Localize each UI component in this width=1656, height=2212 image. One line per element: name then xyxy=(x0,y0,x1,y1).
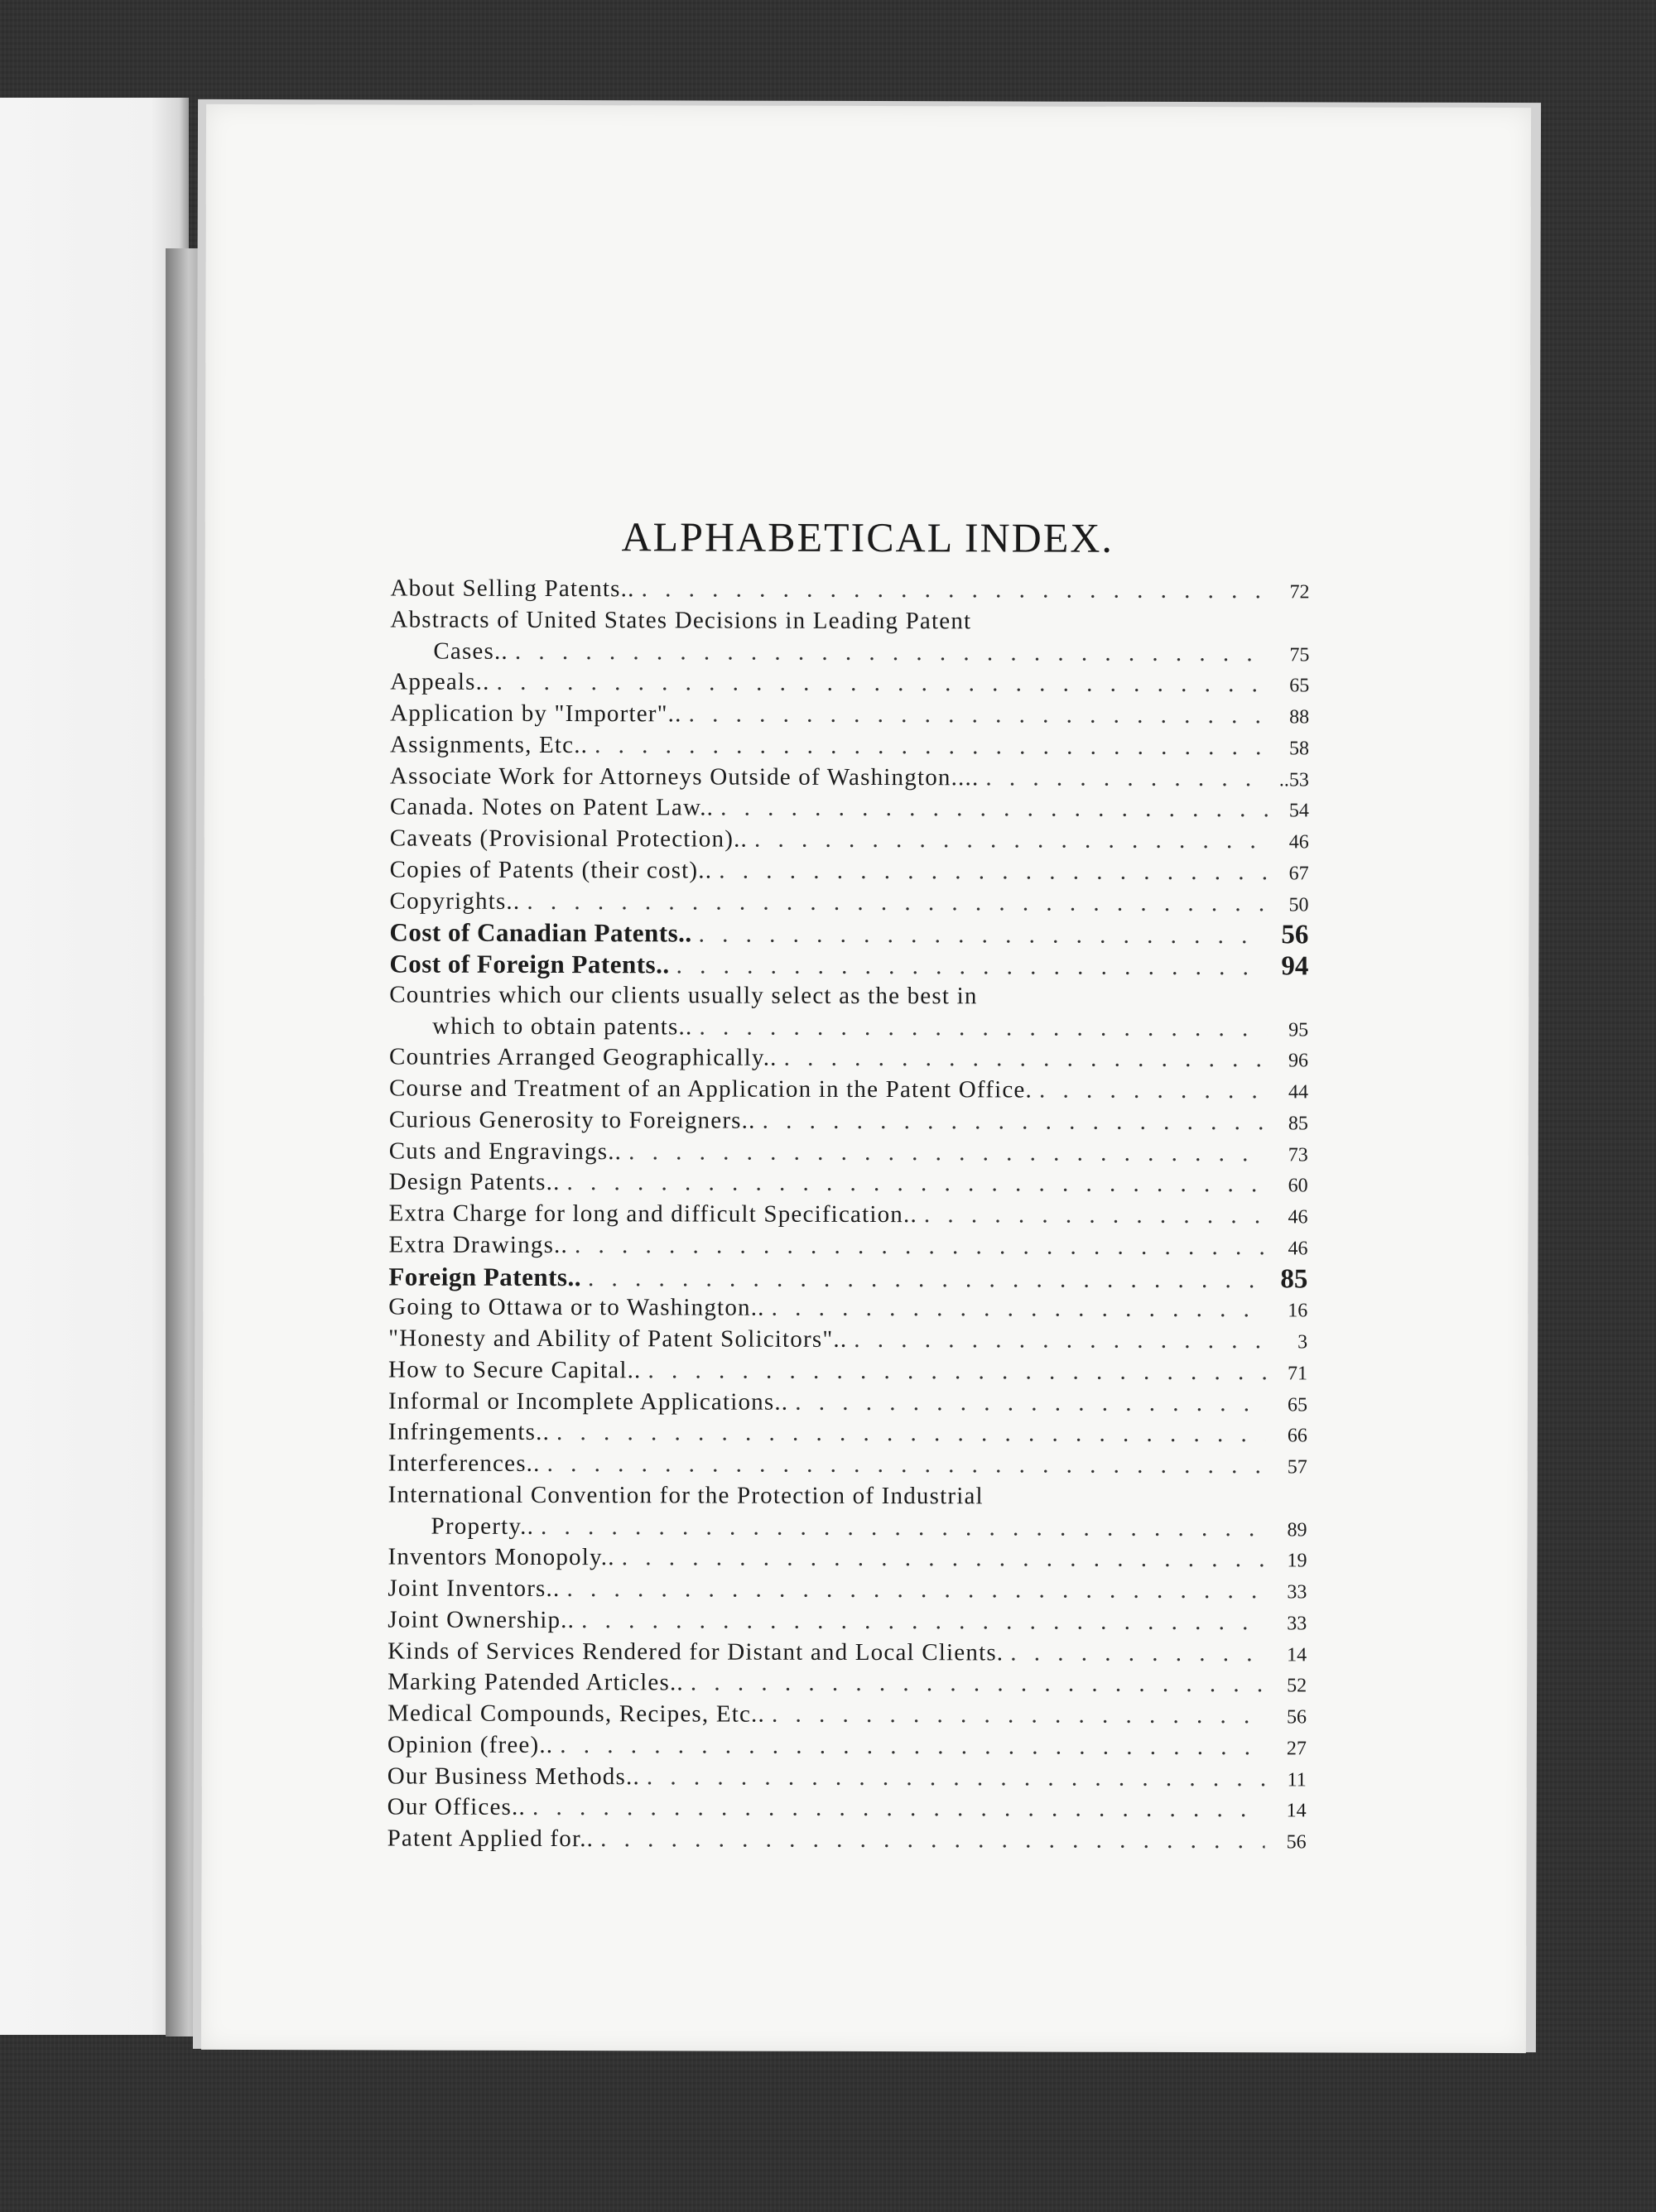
entry-page-number: 58 xyxy=(1289,738,1310,760)
dot-leader xyxy=(581,1605,1265,1638)
entry-label: Appeals.. xyxy=(390,668,490,696)
dot-leader xyxy=(699,1012,1267,1045)
index-entry xyxy=(389,948,1308,982)
entry-label: Inventors Monopoly.. xyxy=(388,1543,615,1571)
index-entry xyxy=(388,1792,1307,1826)
entry-page-number: 54 xyxy=(1288,800,1309,822)
entry-page-number: 52 xyxy=(1287,1675,1307,1697)
entry-label-continuation: Cases.. xyxy=(433,637,508,665)
index-entry-continuation xyxy=(389,1011,1308,1045)
index-entry xyxy=(390,854,1309,888)
entry-page-number: 56 xyxy=(1281,920,1309,950)
dot-leader xyxy=(527,886,1267,919)
dot-leader xyxy=(556,1417,1266,1450)
index-entry xyxy=(389,1073,1308,1107)
index-entry xyxy=(388,1229,1307,1263)
dot-leader xyxy=(647,1762,1265,1795)
index-entry xyxy=(390,698,1309,732)
dot-leader xyxy=(754,825,1268,857)
entry-label: Interferences.. xyxy=(388,1450,541,1477)
entry-page-number: 85 xyxy=(1280,1263,1308,1294)
index-entry xyxy=(390,886,1309,920)
entry-page-number: 71 xyxy=(1288,1363,1308,1385)
entry-page-number: 73 xyxy=(1288,1143,1308,1166)
facing-page xyxy=(0,98,189,2035)
index-entry xyxy=(390,573,1309,607)
index-entry xyxy=(388,1573,1307,1607)
entry-label: Our Business Methods.. xyxy=(387,1762,640,1790)
entry-page-number: 89 xyxy=(1287,1518,1307,1541)
entry-page-number: 14 xyxy=(1286,1800,1307,1822)
entry-page-number: 88 xyxy=(1289,706,1310,729)
entry-label: Canada. Notes on Patent Law.. xyxy=(389,793,715,821)
entry-label: About Selling Patents.. xyxy=(390,575,635,603)
entry-label: Countries Arranged Geographically.. xyxy=(389,1043,777,1071)
dot-leader xyxy=(566,1574,1265,1607)
dot-leader xyxy=(691,1668,1265,1701)
dot-leader xyxy=(719,855,1268,887)
entry-page-number: 44 xyxy=(1288,1081,1308,1104)
entry-label: International Convention for the Protection of Industrial xyxy=(388,1481,984,1510)
index-entry-continuation xyxy=(388,1511,1307,1545)
dot-leader xyxy=(588,1263,1254,1296)
index-entry xyxy=(389,1167,1308,1201)
dot-leader xyxy=(854,1325,1266,1357)
entry-label: Curious Generosity to Foreigners.. xyxy=(388,1106,756,1134)
index-entry xyxy=(389,979,1308,1013)
entry-label: Extra Drawings.. xyxy=(388,1231,569,1258)
entry-page-number: 75 xyxy=(1289,643,1310,666)
dot-leader xyxy=(497,667,1268,700)
dot-leader xyxy=(575,1230,1267,1263)
dot-leader xyxy=(720,793,1268,825)
index-entry xyxy=(388,1292,1307,1326)
dot-leader xyxy=(772,1293,1267,1325)
dot-leader xyxy=(560,1730,1265,1763)
dot-leader xyxy=(676,950,1256,983)
entry-page-number: 65 xyxy=(1287,1393,1308,1416)
entry-label: Assignments, Etc.. xyxy=(390,731,589,758)
index-entry-continuation xyxy=(390,636,1309,670)
dot-leader xyxy=(600,1824,1265,1857)
index-entry xyxy=(390,667,1309,701)
index-entry xyxy=(388,1761,1307,1795)
index-entry xyxy=(388,1448,1307,1482)
entry-page-number: 14 xyxy=(1287,1643,1307,1666)
entry-label-continuation: which to obtain patents.. xyxy=(432,1012,693,1040)
dot-leader xyxy=(515,636,1268,669)
dot-leader xyxy=(1010,1637,1265,1670)
dot-leader xyxy=(924,1200,1267,1232)
entry-label: Joint Inventors.. xyxy=(388,1575,561,1603)
entry-label: Kinds of Services Rendered for Distant and Local Clients. xyxy=(388,1637,1004,1666)
entry-label: Design Patents.. xyxy=(388,1168,561,1196)
entry-label: Copies of Patents (their cost).. xyxy=(389,856,713,884)
entry-page-number: 56 xyxy=(1286,1706,1307,1729)
index-entry xyxy=(389,1042,1308,1076)
dot-leader xyxy=(547,1449,1266,1482)
entry-label: Course and Treatment of an Application in the Patent Office. xyxy=(388,1075,1033,1104)
entry-label: Opinion (free).. xyxy=(387,1731,554,1758)
entry-label: Countries which our clients usually select as the best in xyxy=(389,981,978,1010)
entry-page-number: 33 xyxy=(1287,1613,1307,1635)
entry-page-number: 46 xyxy=(1288,1238,1308,1260)
index-entry xyxy=(388,1542,1307,1576)
dot-leader xyxy=(784,1043,1268,1075)
entry-page-number: 11 xyxy=(1287,1768,1307,1791)
entry-page-number: 60 xyxy=(1288,1175,1308,1197)
entry-label: Cost of Foreign Patents.. xyxy=(389,949,670,979)
entry-label: Copyrights.. xyxy=(389,887,521,915)
index-entry xyxy=(389,1198,1308,1232)
index-entry xyxy=(388,1698,1307,1732)
entry-label: Abstracts of United States Decisions in Leading Patent xyxy=(390,606,972,635)
dot-leader xyxy=(1039,1075,1267,1107)
dot-leader xyxy=(689,699,1268,732)
index-entry xyxy=(390,792,1309,826)
entry-label: Joint Ownership.. xyxy=(388,1606,575,1633)
index-entry xyxy=(388,1823,1307,1857)
dot-leader xyxy=(647,1355,1266,1388)
index-entry xyxy=(388,1667,1307,1701)
index-entry xyxy=(388,1636,1307,1670)
entry-page-number: 94 xyxy=(1281,951,1309,982)
entry-label: Extra Charge for long and difficult Specification.. xyxy=(388,1200,917,1229)
entry-label: Cost of Canadian Patents.. xyxy=(389,917,692,948)
index-entry xyxy=(388,1261,1307,1295)
index-entry xyxy=(388,1417,1307,1451)
entry-label: Informal or Incomplete Applications.. xyxy=(388,1387,789,1416)
index-entry xyxy=(389,917,1308,951)
index-entry xyxy=(388,1323,1307,1357)
entry-label: Cuts and Engravings.. xyxy=(388,1137,623,1165)
entry-label: Foreign Patents.. xyxy=(388,1261,582,1291)
entry-page-number: 57 xyxy=(1287,1456,1307,1479)
index-entry xyxy=(388,1354,1307,1388)
entry-label: "Honesty and Ability of Patent Solicitors".. xyxy=(388,1325,848,1353)
entry-page-number: 46 xyxy=(1288,831,1309,854)
entry-page-number: 95 xyxy=(1288,1018,1309,1041)
index-entry xyxy=(389,1136,1308,1170)
index-entry xyxy=(388,1479,1307,1513)
entry-page-number: 50 xyxy=(1288,893,1309,916)
dot-leader xyxy=(772,1700,1265,1732)
entry-page-number: 96 xyxy=(1288,1050,1309,1072)
entry-page-number: 19 xyxy=(1287,1550,1307,1572)
entry-label: Going to Ottawa or to Washington.. xyxy=(388,1293,765,1321)
entry-label: Caveats (Provisional Protection).. xyxy=(389,825,749,853)
index-entry xyxy=(390,761,1309,795)
entry-label: Associate Work for Attorneys Outside of Washington.... xyxy=(389,762,980,791)
dot-leader xyxy=(985,762,1268,795)
dot-leader xyxy=(642,574,1268,607)
dot-leader xyxy=(541,1511,1266,1544)
index-entry xyxy=(390,823,1309,857)
entry-page-number: 72 xyxy=(1289,581,1310,603)
dot-leader xyxy=(567,1167,1267,1200)
index-entry xyxy=(388,1386,1307,1420)
dot-leader xyxy=(699,920,1256,953)
book-page xyxy=(201,104,1531,2053)
entry-page-number: 65 xyxy=(1289,675,1310,697)
entry-label: Application by "Importer".. xyxy=(390,700,682,728)
entry-page-number: 46 xyxy=(1288,1206,1308,1229)
entry-label: Medical Compounds, Recipes, Etc.. xyxy=(387,1700,766,1728)
entry-label-continuation: Property.. xyxy=(431,1512,535,1540)
entry-page-number: ..53 xyxy=(1278,768,1309,791)
dot-leader xyxy=(763,1105,1267,1137)
entry-page-number: 66 xyxy=(1287,1425,1307,1447)
entry-page-number: 33 xyxy=(1287,1581,1307,1604)
dot-leader xyxy=(628,1137,1267,1170)
dot-leader xyxy=(595,730,1268,763)
index-entry xyxy=(388,1604,1307,1638)
entry-label: Infringements.. xyxy=(388,1418,551,1446)
entry-page-number: 3 xyxy=(1297,1331,1308,1354)
entry-page-number: 67 xyxy=(1288,863,1309,885)
entry-page-number: 27 xyxy=(1286,1738,1307,1760)
entry-label: How to Secure Capital.. xyxy=(388,1356,642,1384)
dot-leader xyxy=(622,1542,1266,1575)
entry-page-number: 56 xyxy=(1286,1831,1307,1854)
entry-label: Our Offices.. xyxy=(387,1793,527,1821)
entry-label: Marking Patended Articles.. xyxy=(388,1668,684,1696)
entry-page-number: 85 xyxy=(1288,1113,1308,1135)
index-entry xyxy=(388,1729,1307,1763)
dot-leader xyxy=(532,1792,1265,1825)
entry-label: Patent Applied for.. xyxy=(387,1825,595,1853)
index-entry xyxy=(389,1104,1308,1138)
index-entry xyxy=(390,729,1309,763)
page-title: ALPHABETICAL INDEX. xyxy=(621,513,1114,561)
index-list xyxy=(388,573,1310,1857)
index-entry xyxy=(390,604,1309,638)
entry-page-number: 16 xyxy=(1288,1300,1308,1322)
dot-leader xyxy=(795,1387,1266,1419)
